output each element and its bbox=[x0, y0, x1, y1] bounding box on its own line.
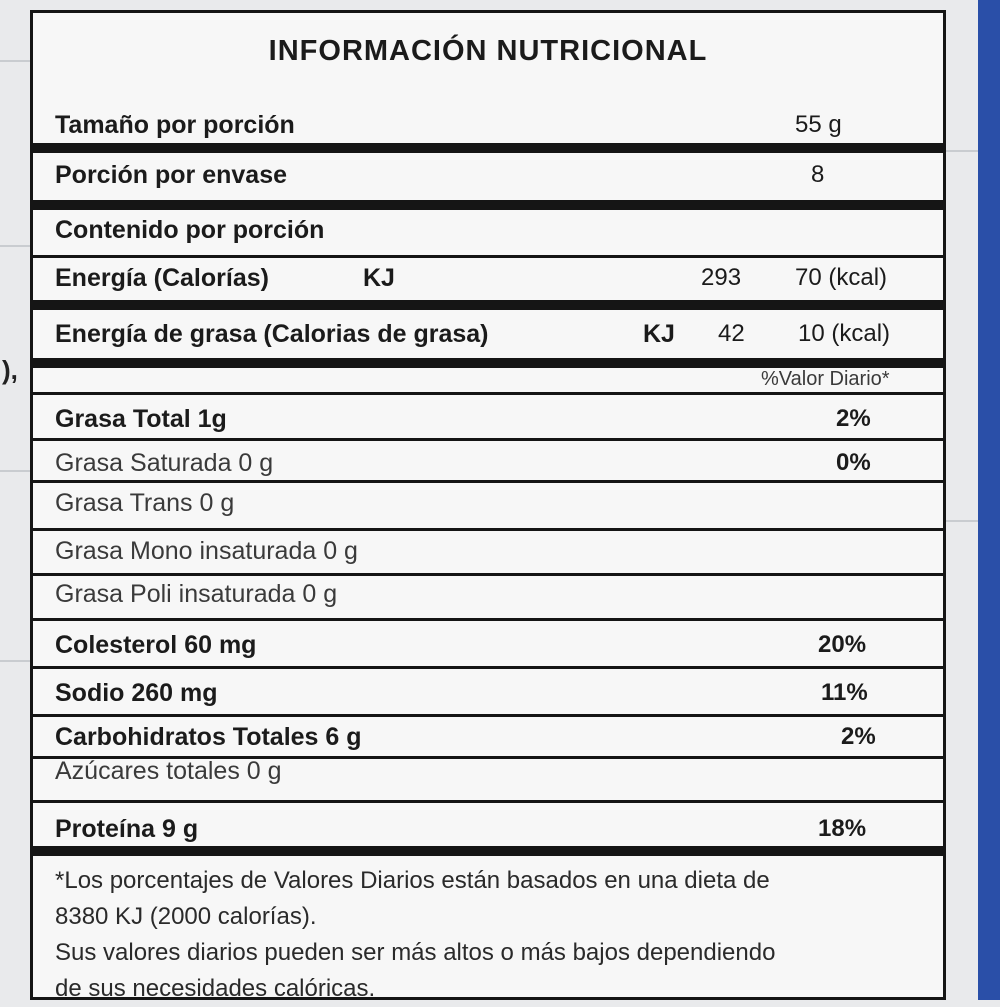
nutrient-row bbox=[33, 395, 943, 441]
daily-values-footnote bbox=[55, 863, 913, 1007]
nutrient-row bbox=[33, 483, 943, 531]
footnote-line: Sus valores diarios pueden ser más altos o más bajos dependiendo bbox=[55, 939, 776, 966]
nutrient-label: Grasa Poli insaturada 0 g bbox=[55, 580, 338, 608]
fat-energy-kcal-value: 10 (kcal) bbox=[798, 320, 891, 347]
content-per-serving-row bbox=[33, 210, 943, 258]
stray-mark: ), bbox=[2, 355, 18, 385]
nutrient-row bbox=[33, 531, 943, 576]
content-per-serving-label: Contenido por porción bbox=[55, 216, 325, 244]
nutrient-label: Grasa Saturada 0 g bbox=[55, 449, 274, 477]
daily-value-header: %Valor Diario* bbox=[761, 368, 890, 390]
footnote-line: 8380 KJ (2000 calorías). bbox=[55, 903, 317, 930]
fat-energy-label: Energía de grasa (Calorias de grasa) bbox=[55, 320, 489, 348]
nutrient-row bbox=[33, 669, 943, 717]
background-grain bbox=[0, 660, 30, 662]
nutrient-label: Carbohidratos Totales 6 g bbox=[55, 723, 362, 751]
nutrition-title: INFORMACIÓN NUTRICIONAL bbox=[268, 35, 708, 67]
servings-per-container-value: 8 bbox=[811, 161, 825, 188]
nutrient-label: Grasa Trans 0 g bbox=[55, 489, 235, 517]
energy-label: Energía (Calorías) bbox=[55, 264, 269, 292]
serving-size-row bbox=[33, 101, 943, 153]
nutrient-daily-value: 2% bbox=[841, 723, 876, 750]
nutrient-label: Azúcares totales 0 g bbox=[55, 757, 282, 785]
fat-energy-kj-value: 42 bbox=[718, 320, 745, 347]
nutrient-row bbox=[33, 576, 943, 621]
footnote-line: *Los porcentajes de Valores Diarios están basados en una dieta de bbox=[55, 867, 770, 894]
nutrient-daily-value: 20% bbox=[818, 631, 867, 658]
servings-per-container-label: Porción por envase bbox=[55, 161, 288, 189]
daily-value-header-row bbox=[33, 368, 943, 395]
energy-kcal-value: 70 (kcal) bbox=[795, 264, 888, 291]
nutrient-row bbox=[33, 441, 943, 483]
nutrient-daily-value: 2% bbox=[836, 405, 871, 432]
background-grain bbox=[0, 470, 30, 472]
energy-row bbox=[33, 258, 943, 310]
background-grain bbox=[0, 245, 30, 247]
nutrient-daily-value: 0% bbox=[836, 449, 871, 476]
nutrient-daily-value: 18% bbox=[818, 815, 867, 842]
nutrient-row bbox=[33, 717, 943, 759]
fat-energy-kj-label: KJ bbox=[643, 320, 675, 348]
serving-size-label: Tamaño por porción bbox=[55, 111, 295, 139]
background-grain bbox=[946, 150, 978, 152]
energy-kj-value: 293 bbox=[701, 264, 742, 291]
energy-kj-label: KJ bbox=[363, 264, 395, 292]
nutrient-label: Grasa Mono insaturada 0 g bbox=[55, 537, 358, 565]
nutrient-row bbox=[33, 759, 943, 803]
nutrient-row bbox=[33, 621, 943, 669]
nutrient-label: Sodio 260 mg bbox=[55, 679, 218, 707]
servings-per-container-row bbox=[33, 153, 943, 210]
nutrient-label: Colesterol 60 mg bbox=[55, 631, 257, 659]
nutrient-label: Proteína 9 g bbox=[55, 815, 199, 843]
nutrient-daily-value: 11% bbox=[821, 679, 868, 706]
serving-size-value: 55 g bbox=[795, 111, 842, 138]
blue-edge-strip bbox=[978, 0, 1000, 1000]
nutrient-label: Grasa Total 1g bbox=[55, 405, 227, 433]
fat-energy-row bbox=[33, 310, 943, 368]
nutrient-row bbox=[33, 803, 943, 856]
background-grain bbox=[0, 60, 30, 62]
background-grain bbox=[946, 520, 978, 522]
nutrition-facts-panel bbox=[30, 10, 946, 1000]
footnote-line: de sus necesidades calóricas. bbox=[55, 975, 376, 1002]
